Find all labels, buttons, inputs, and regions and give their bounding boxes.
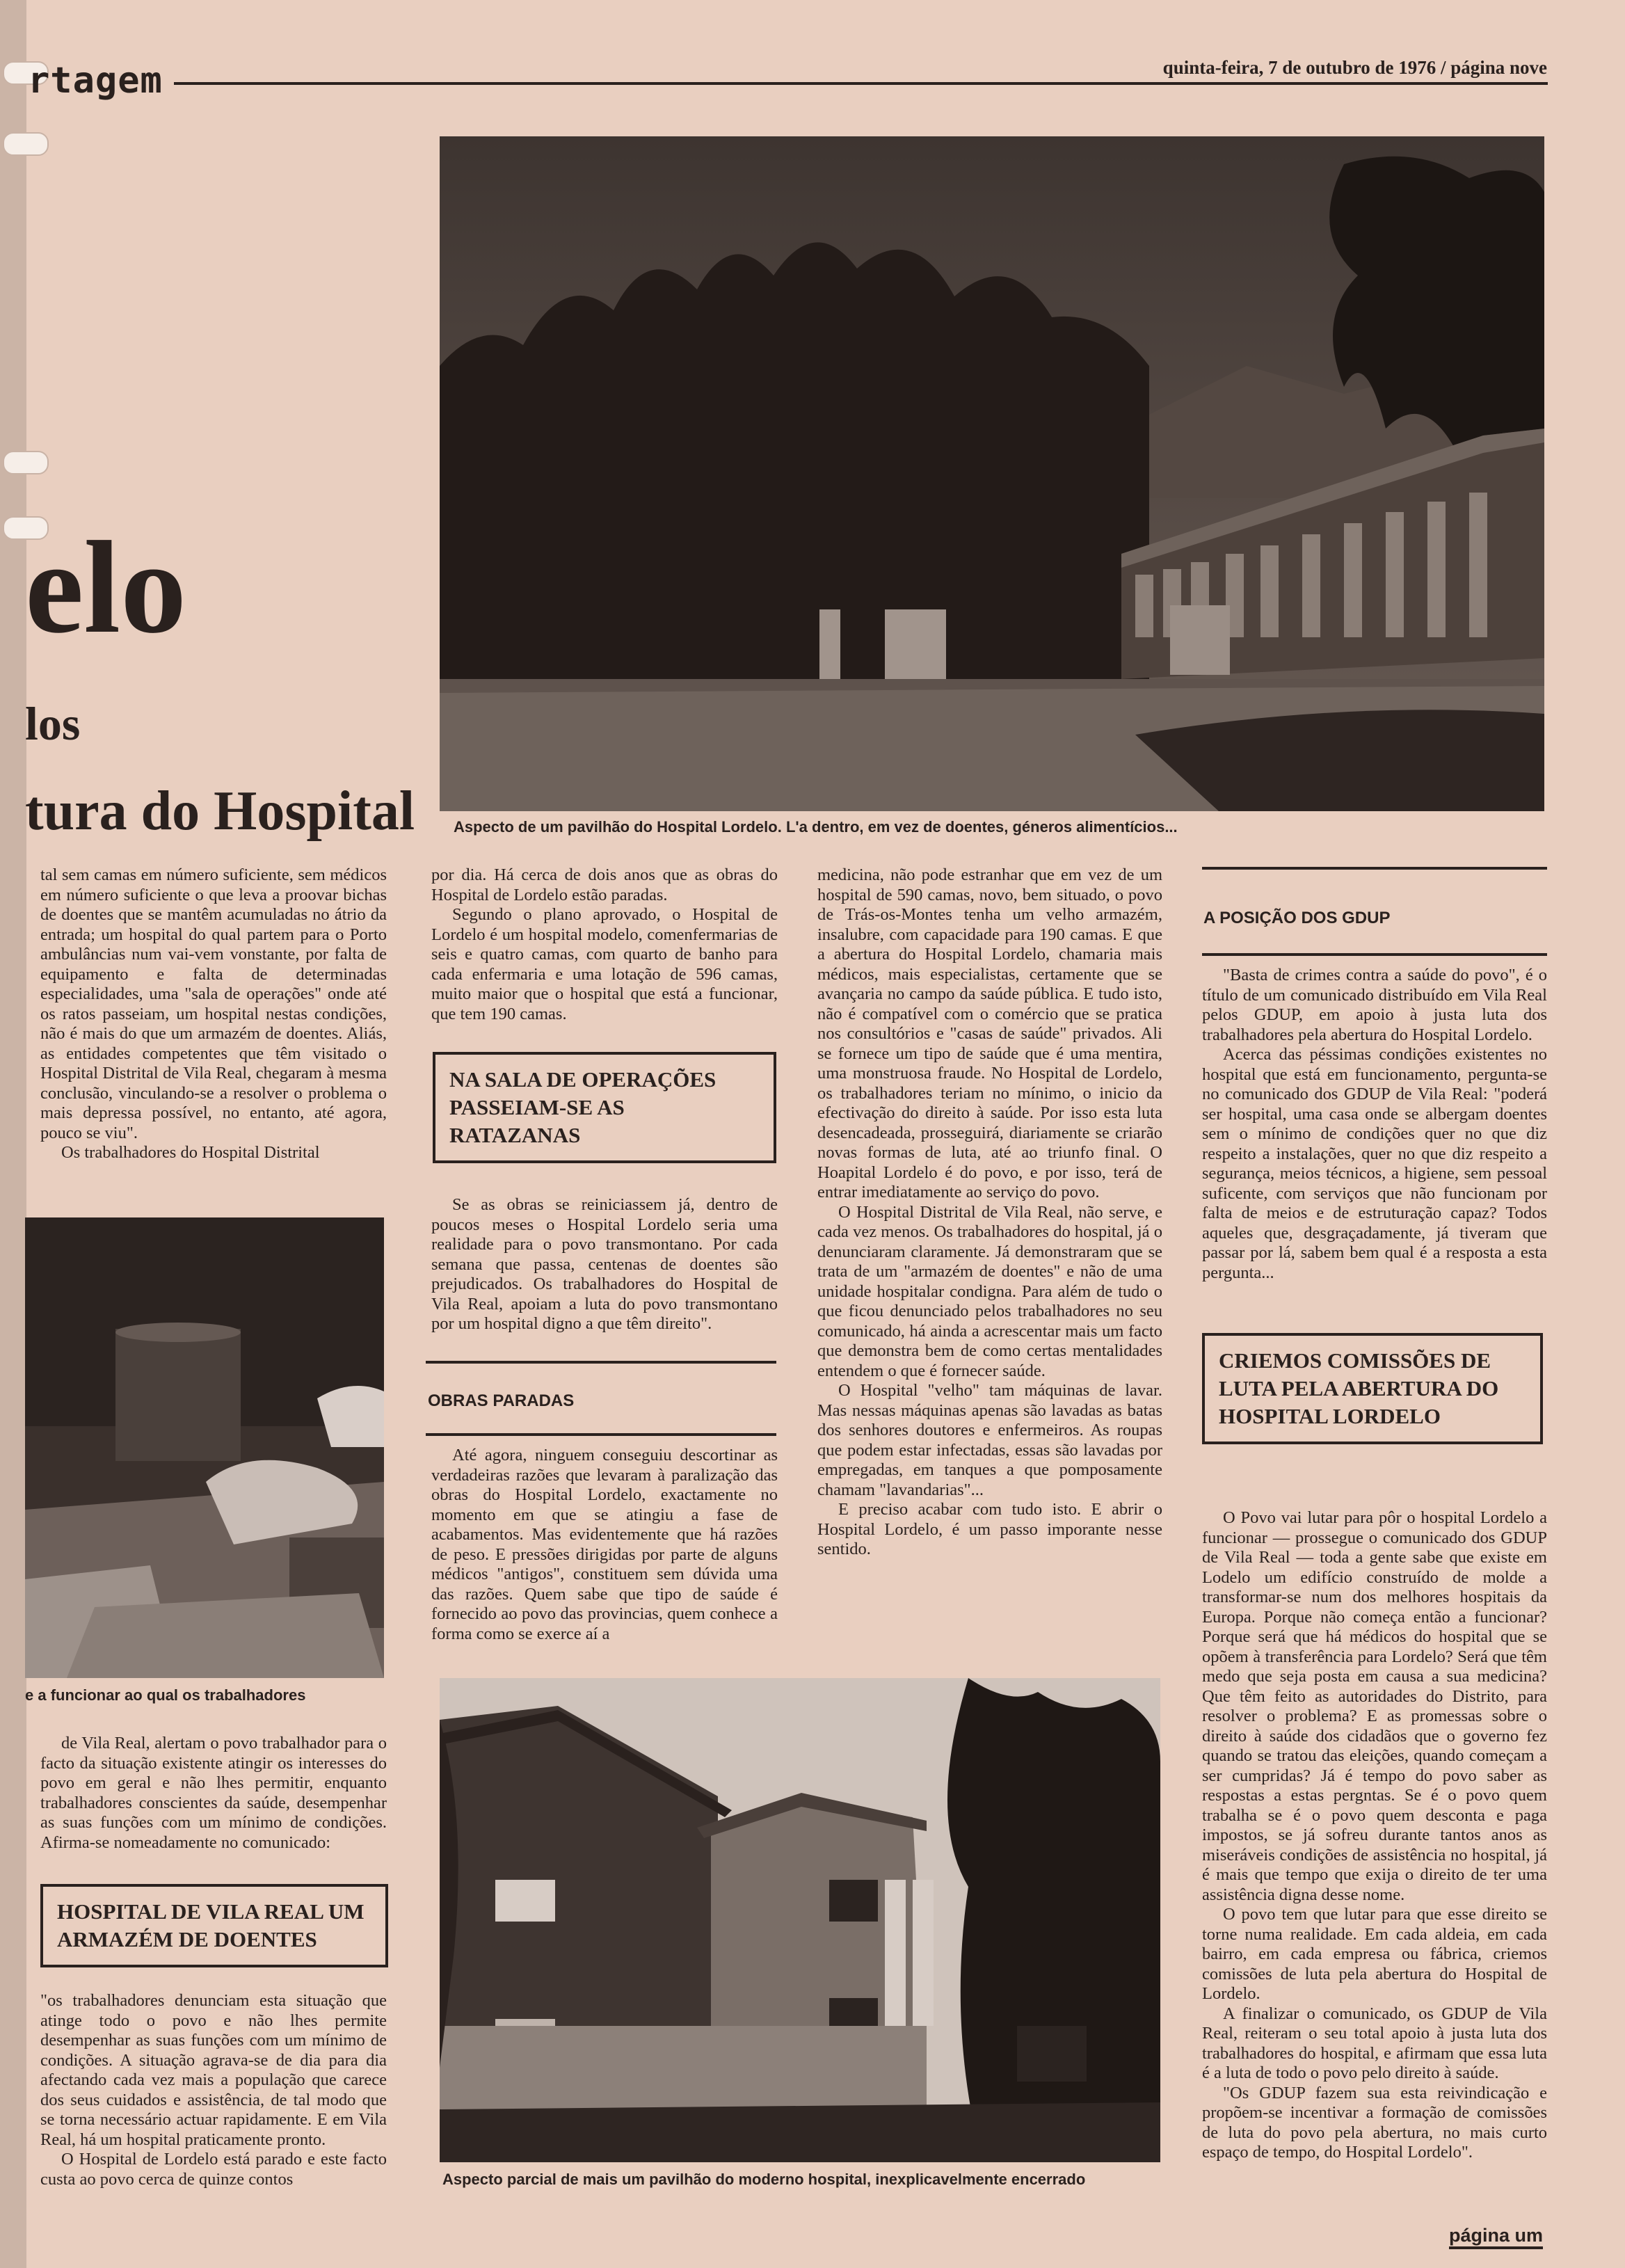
boxed-headline-ratazanas: NA SALA DE OPERAÇÕES PASSEIAM-SE AS RATAZANAS [433, 1052, 776, 1163]
paragraph: Segundo o plano aprovado, o Hospital de Lordelo é um hospital modelo, comenfermarias de seis e quatro camas, com quarto de banho para cada enfermaria e uma lotação de 596 camas, muito maior que o hospital que está a funcionar, que tem 190 camas. [431, 905, 778, 1023]
top-photo-caption: Aspecto de um pavilhão do Hospital Lordelo. L'a dentro, em vez de doentes, géneros alimentícios... [454, 818, 1178, 836]
paragraph: por dia. Há cerca de dois anos que as obras do Hospital de Lordelo estão paradas. [431, 865, 778, 904]
hospital-pavilion-photo [440, 136, 1544, 811]
paragraph: Acerca das péssimas condições existentes no hospital que está em funcionamento, pergunta-se no comunicado dos GDUP de Vila Real: "poderá ser hospital, uma casa onde se albergam doentes sem o mínimo de condições quer no que diz respeito a instalações, quer no que diz respeito a segurança, meios técnicos, a higiene, sem pessoal suficente, com serviços que não funcionam por falta de meios e de estruturação capaz? Todos aqueles que, desgraçadamente, já tiveram que passar por lá, sabem bem qual é a resposta a esta pergunta... [1202, 1045, 1547, 1282]
column-2-mid [431, 1195, 778, 1334]
headline-line-2: los [25, 697, 81, 750]
hospital-interior-photo [25, 1217, 384, 1678]
paragraph: O povo tem que lutar para que esse direito se torne numa realidade. Em cada aldeia, em cada bairro, em cada empresa ou fábrica, criemos comissões de luta pela abertura do Hospital de Lordelo. [1202, 1905, 1547, 2003]
header-rule [174, 82, 1548, 85]
paragraph: medicina, não pode estranhar que em vez de um hospital de 590 camas, novo, bem situado, o povo de Trás-os-Montes tenha um velho armazém, insalubre, com capacidade para 190 camas. E que a abertura do Hospital Lordelo, chamaria mais médicos, mais especialistas, certamente que se avançaria no campo da saúde pública. E tudo isto, não é compatível com o comércio que se pratica nos consultórios e "casas de saúde" privados. Ali se fornece um tipo de saúde que é uma mentira, uma monstruosa fraude. No Hospital de Lordelo, os trabalhadores teriam no mínimo, o inicio da efectivação do direito à saúde. Por isso esta luta desencadeada, prosseguirá, diariamente se criarão novas formas de luta, até ao triunfo final. O Hoapital Lordelo é do povo, e por isso, terá de entrar imediatamente ao serviço do povo. [817, 865, 1162, 1201]
paragraph: O Hospital de Lordelo está parado e este facto custa ao povo cerca de quinze contos [40, 2150, 387, 2189]
hospital-building-photo [440, 1678, 1160, 2162]
paragraph: Os trabalhadores do Hospital Distrital [61, 1143, 320, 1162]
column-4-top [1202, 966, 1547, 1283]
column-1-mid [40, 1734, 387, 1853]
paragraph: E preciso acabar com tudo isto. E abrir o Hospital Lordelo, é um passo imporante nesse sentido. [817, 1500, 1162, 1558]
paragraph: de Vila Real, alertam o povo trabalhador para o facto da situação existente atingir os interesses do povo em geral e não lhes permitir, enquanto trabalhadores conscientes da saúde, desempenhar as suas funções com um mínimo de condições. Afirma-se nomeadamente no comunicado: [40, 1734, 387, 1852]
section-rule [1202, 953, 1547, 956]
left-photo-caption: e a funcionar ao qual os trabalhadores [25, 1686, 306, 1704]
column-2-top [431, 865, 778, 1024]
continued-on-page-marker: página um [1449, 2225, 1543, 2249]
boxed-headline-comissoes: CRIEMOS COMISSÕES DE LUTA PELA ABERTURA DO HOSPITAL LORDELO [1202, 1333, 1543, 1444]
section-rule [426, 1433, 776, 1436]
page-left-edge [0, 0, 26, 2268]
paragraph: O Hospital Distrital de Vila Real, não serve, e cada vez menos. Os trabalhadores do hospital, já o denunciaram claramente. Já demonstraram que se trata de um "armazém de doentes" e não de uma unidade hospitalar condigna. Para além de tudo o que ficou denunciado pelos trabalhadores no seu comunicado, há ainda a acrescentar mais um facto que demonstra bem de como certas mentalidades entendem o que é fornecer saúde. [817, 1202, 1162, 1380]
paragraph: "Os GDUP fazem sua esta reivindicação e propõem-se incentivar a formação de comissões de luta do povo pela abertura, no mais curto espaço de tempo, do Hospital Lordelo". [1202, 2083, 1547, 2162]
column-2-bottom [431, 1446, 778, 1644]
headline-line-3: tura do Hospital [25, 781, 415, 842]
paragraph: tal sem camas em número suficiente, sem médicos em número suficiente o que leva a proovar bichas de doentes que se mantêm acumuladas no átrio da entrada; um hospital do qual partem para o Porto ambulâncias num vai-vem vonstante, por falta de equipamento e falta de determinadas especialidades, uma "sala de operações" onde até os ratos passeiam, um hospital nestas condições, não é mais do que um armazém de doentes. Aliás, as entidades competentes que têm visitado o Hospital Distrital de Vila Real, chegaram à mesma conclusão, vinculando-se a resolver o problema o mais depressa possível, no entanto, até agora, pouco se viu". [40, 865, 387, 1142]
column-1-bottom [40, 1991, 387, 2189]
column-4-bottom [1202, 1508, 1547, 2163]
section-rule [1202, 867, 1547, 870]
subhead-obras-paradas: OBRAS PARADAS [428, 1391, 575, 1410]
column-3 [817, 865, 1162, 1560]
paragraph: A finalizar o comunicado, os GDUP de Vila Real, reiteram o seu total apoio à justa luta dos trabalhadores do hospital, e afirmam que essa luta é a luta de todo o povo pelo direito à saúde. [1202, 2004, 1547, 2082]
paragraph: "Basta de crimes contra a saúde do povo", é o título de um comunicado distribuído em Vila Real pelos GDUP, em apoio à justa luta dos trabalhadores pela abertura do Hospital Lordelo. [1202, 966, 1547, 1044]
subhead-posicao-gdup: A POSIÇÃO DOS GDUP [1203, 909, 1391, 927]
section-rule [426, 1361, 776, 1364]
binder-ring [3, 132, 49, 156]
paragraph: Até agora, ninguem conseguiu descortinar as verdadeiras razões que levaram à paralização das obras do Hospital Lordelo, exactamente no momento em que se atingiu a fase de acabamentos. Mas evidentemente que há razões de peso. E pressões dirigidas por parte de alguns médicos "antigos", constituem sem dúvida uma das razões. Quem sabe que tipo de saúde é fornecido ao povo das provincias, quem conhece a forma como se exerce aí a [431, 1446, 778, 1643]
dateline: quinta-feira, 7 de outubro de 1976 / página nove [1162, 57, 1547, 78]
paragraph: "os trabalhadores denunciam esta situação que atinge todo o povo e não lhes permite desempenhar as suas funções com um mínimo de condições. A situação agrava-se de dia para dia afectando cada vez mais a população que carece dos seus cuidados e assistência, de tal modo que se torna necessário actuar rapidamente. E em Vila Real, há um hospital praticamente pronto. [40, 1991, 387, 2149]
boxed-headline-armazem: HOSPITAL DE VILA REAL UM ARMAZÉM DE DOENTES [40, 1884, 388, 1967]
binder-ring [3, 451, 49, 474]
paragraph: Se as obras se reiniciassem já, dentro de poucos meses o Hospital Lordelo seria uma realidade para o povo transmontano. Por cada semana que passa, centenas de doentes são prejudicados. Os trabalhadores do Hospital de Vila Real, apoiam a luta do povo transmontano por um hospital digno a que têm direito". [431, 1195, 778, 1333]
bottom-photo-caption: Aspecto parcial de mais um pavilhão do moderno hospital, inexplicavelmente encerrado [442, 2171, 1086, 2188]
paragraph: O Hospital "velho" tam máquinas de lavar. Mas nessas máquinas apenas são lavadas as batas dos senhores doutores e enfermeiros. As roupas que podem estar infectadas, essas são lavadas por empregadas, em tanques a que pomposamente chamam "lavandarias"... [817, 1381, 1162, 1499]
column-1-top [40, 865, 387, 1163]
headline-line-1: elo [25, 515, 187, 661]
paragraph: O Povo vai lutar para pôr o hospital Lordelo a funcionar — prossegue o comunicado dos GDUP de Vila Real — toda a gente sabe que existe em Lodelo um edifício construído de molde a transformar-se num dos melhores hospitais da Europa. Porque não começa então a funcionar? Porque será que há médicos do hospital que se opõem à transferência para Lordelo? Será que têm medo que seja posta em causa a sua medicina? Que têm feito as autoridades do Distrito, para resolver o problema? E as promessas sobre o direito à saúde dos cidadãos que o governo fez quando se tratou das eleições, quando começam a ser cumpridas? Já é tempo do povo saber as respostas a estas pergntas. Se é o povo quem trabalha se é o povo quem desconta e paga impostos, se já sofreu durante tantos anos as miseráveis condições de assistência no hospital, já é mais que tempo que exija o direito de ter uma assistência digna desse nome. [1202, 1508, 1547, 1904]
section-title: rtagem [28, 60, 163, 102]
